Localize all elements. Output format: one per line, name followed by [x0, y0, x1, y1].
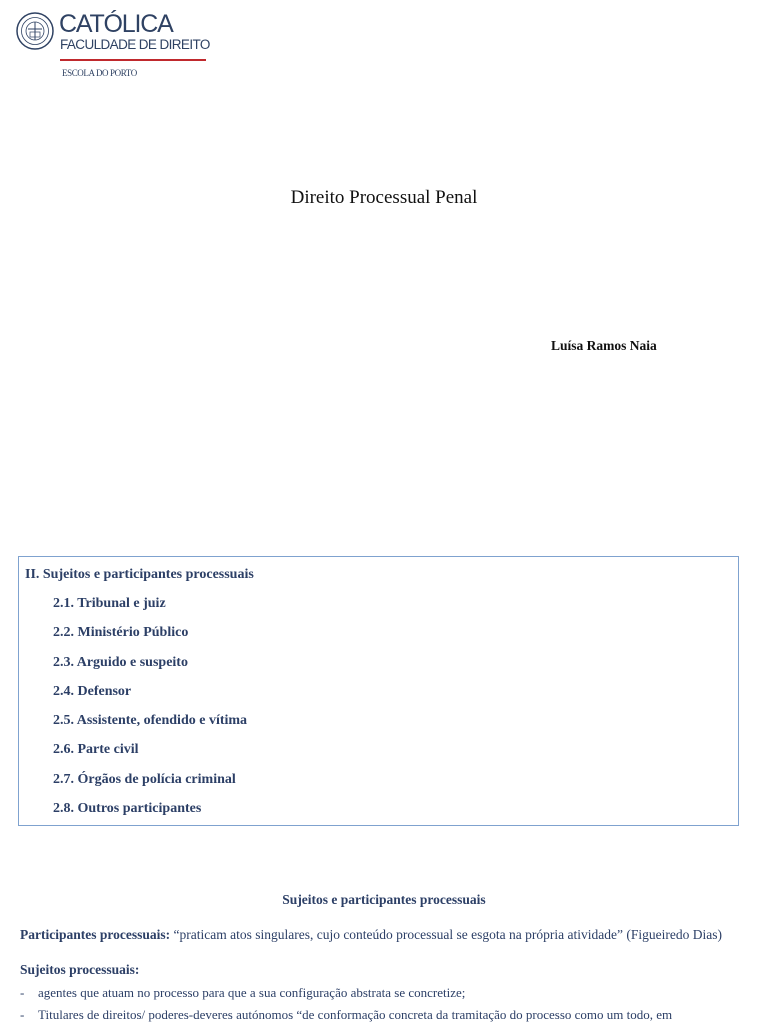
logo-faculty: FACULDADE DE DIREITO — [60, 37, 210, 52]
toc-item: 2.6. Parte civil — [53, 742, 139, 757]
toc-item: 2.7. Órgãos de polícia criminal — [53, 772, 236, 787]
participants-paragraph — [20, 927, 722, 943]
section-title: Sujeitos e participantes processuais — [282, 892, 486, 907]
toc-item: 2.2. Ministério Público — [53, 625, 189, 640]
table-of-contents — [18, 556, 739, 826]
toc-item: 2.1. Tribunal e juiz — [53, 596, 166, 611]
toc-heading: II. Sujeitos e participantes processuais — [25, 567, 254, 582]
participants-text: “praticam atos singulares, cujo conteúdo processual se esgota na própria atividade” (Figueiredo Dias) — [170, 927, 722, 942]
list-item — [20, 985, 465, 1001]
list-item-text: agentes que atuam no processo para que a sua configuração abstrata se concretize; — [38, 985, 466, 1000]
subjects-label-line — [20, 962, 139, 978]
logo-accent-bar — [60, 59, 206, 61]
document-author: Luísa Ramos Naia — [551, 338, 657, 353]
faculty-logo — [16, 12, 216, 82]
subjects-label: Sujeitos processuais: — [20, 962, 140, 977]
toc-item: 2.8. Outros participantes — [53, 801, 202, 816]
toc-item: 2.4. Defensor — [53, 684, 132, 699]
document-title: Direito Processual Penal — [290, 187, 478, 208]
bullet-marker: - — [20, 1007, 25, 1022]
toc-item: 2.3. Arguido e suspeito — [53, 655, 188, 670]
logo-name: CATÓLICA — [59, 10, 173, 38]
logo-school: ESCOLA DO PORTO — [62, 68, 137, 78]
toc-item: 2.5. Assistente, ofendido e vítima — [53, 713, 248, 728]
bullet-marker: - — [20, 985, 25, 1000]
list-item — [20, 1007, 672, 1023]
participants-label: Participantes processuais: — [20, 927, 171, 942]
list-item-text: Titulares de direitos/ poderes-deveres autónomos “de conformação concreta da tramitação do processo como um todo, em — [38, 1007, 673, 1022]
university-seal-icon — [16, 12, 54, 50]
